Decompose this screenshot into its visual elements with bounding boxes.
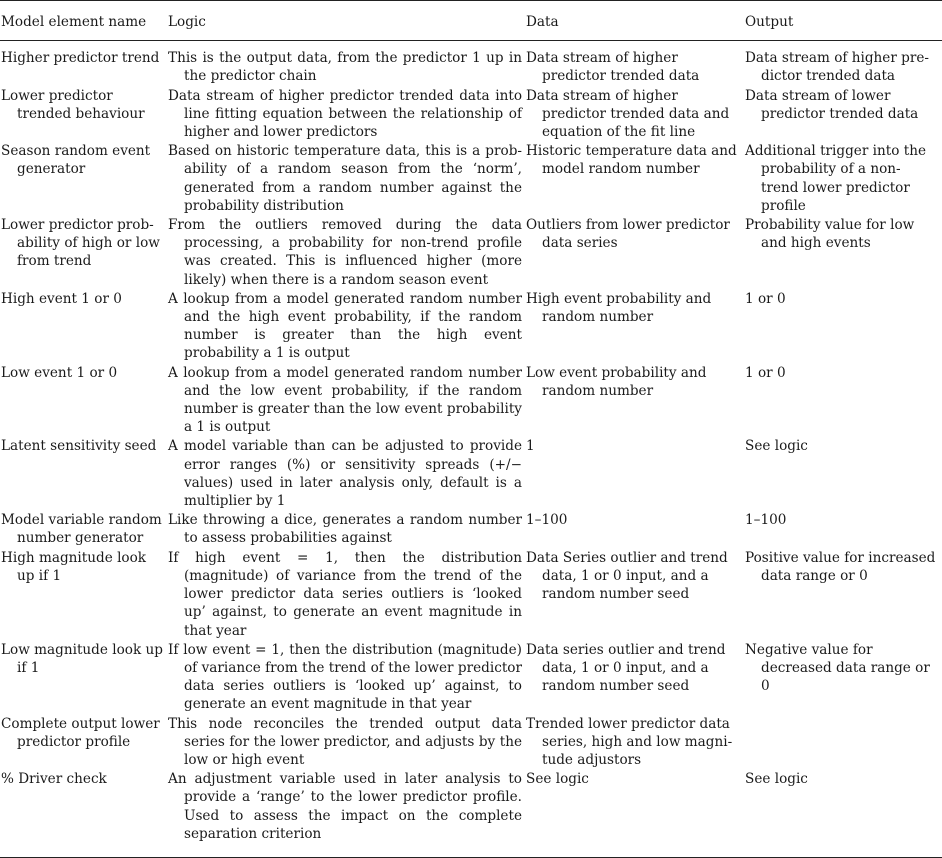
table-row [0,641,942,715]
data-cell-text: Outliers from lower predictor data series [526,217,730,252]
output-cell-text: 1–100 [745,512,787,529]
output-cell [745,641,942,715]
logic-cell-text: Like throwing a dice, generates a random number to assess probabilities against [168,512,522,547]
logic-cell [168,216,526,290]
data-cell-text: Historic temperature data and model random number [526,143,737,178]
logic-cell-text: If high event = 1, then the distribution (magnitude) of variance from the trend of the lower predictor data series outliers is ‘looked up’ against, to generate an event magnitude in that year [168,549,522,639]
model-element-name-cell-text: % Driver check [1,771,107,788]
header-data: Data [526,1,745,41]
data-cell-text: See logic [526,771,589,788]
output-cell-text: Negative value for decreased data range or 0 [745,641,930,695]
data-cell-text: Low event probability and random number [526,364,707,399]
output-cell-text: See logic [745,438,808,455]
data-cell-text: 1 [526,438,535,455]
data-cell-text: 1–100 [526,512,568,529]
logic-cell [168,770,526,857]
logic-cell-text: A lookup from a model generated random number and the high event probability, if the random number is greater than the high event probability a 1 is output [168,290,522,362]
table-row [0,142,942,216]
logic-cell [168,641,526,715]
table-row [0,770,942,857]
table-row [0,41,942,87]
output-cell [745,290,942,364]
logic-cell [168,41,526,87]
data-cell [526,549,745,641]
output-cell-text: Additional trigger into the probability of a non-trend lower predictor profile [745,143,926,214]
output-cell [745,511,942,548]
output-cell-text: Data stream of lower predictor trended data [745,87,919,122]
model-element-name-cell [0,715,168,771]
logic-cell [168,511,526,548]
data-cell [526,142,745,216]
table-row [0,216,942,290]
logic-cell-text: If low event = 1, then the distribution (magnitude) of variance from the trend of the lower predictor data series outliers is ‘looked up’ against, to generate an event magnitude in that year [168,641,522,713]
header-model-element-name: Model element name [0,1,168,41]
model-element-name-cell [0,290,168,364]
model-element-name-cell [0,437,168,511]
model-element-name-cell [0,770,168,857]
header-row [0,1,942,41]
data-cell [526,41,745,87]
model-element-name-cell [0,511,168,548]
output-cell [745,437,942,511]
data-cell-text: Data Series outlier and trend data, 1 or 0 input, and a random number seed [526,549,728,603]
model-element-name-cell-text: Higher predictor trend [1,50,160,67]
data-cell [526,216,745,290]
model-element-name-cell-text: Model variable random number generator [1,512,162,547]
table-row [0,437,942,511]
model-element-name-cell-text: High event 1 or 0 [1,290,122,307]
table-row [0,87,942,143]
data-cell [526,715,745,771]
output-cell [745,87,942,143]
logic-cell [168,549,526,641]
data-cell-text: Data stream of higher predictor trended data and equation of the fit line [526,87,730,141]
data-cell [526,641,745,715]
table-body [0,41,942,858]
output-cell [745,41,942,87]
logic-cell-text: This node reconciles the trended output data series for the lower predictor, and adjusts by the low or high event [168,715,522,768]
logic-cell-text: This is the output data, from the predictor 1 up in the predictor chain [168,50,522,85]
model-element-name-cell-text: Low magnitude look up if 1 [1,641,163,676]
logic-cell-text: Based on historic temperature data, this is a probability of a random season from the ‘norm’, generated from a random number against the probability distribution [168,143,522,214]
model-element-name-cell-text: Lower predictor probability of high or low from trend [1,217,160,270]
logic-cell-text: A lookup from a model generated random number and the low event probability, if the random number is greater than the low event probability a 1 is output [168,364,522,436]
model-element-name-cell [0,41,168,87]
logic-cell [168,715,526,771]
data-cell [526,364,745,438]
data-cell [526,770,745,857]
data-cell [526,290,745,364]
table-row [0,511,942,548]
model-element-name-cell-text: Complete output lower predictor profile [1,715,160,750]
data-cell [526,511,745,548]
logic-cell-text: A model variable than can be adjusted to provide error ranges (%) or sensitivity spreads (+/− values) used in later analysis only, default is a multiplier by 1 [168,438,522,510]
model-element-name-cell-text: Latent sensitivity seed [1,438,157,455]
logic-cell [168,437,526,511]
output-cell-text: 1 or 0 [745,290,786,307]
model-element-name-cell-text: Season random event generator [1,143,151,178]
data-cell-text: Data stream of higher predictor trended data [526,50,700,85]
model-element-name-cell [0,549,168,641]
model-element-name-cell-text: High magnitude look up if 1 [1,549,147,584]
logic-cell-text: From the outliers removed during the data processing, a probability for non-trend profile was created. This is influenced higher (more likely) when there is a random season event [168,217,522,288]
table-header [0,1,942,41]
model-element-name-cell [0,641,168,715]
model-element-name-cell-text: Lower predictor trended behaviour [1,87,145,122]
logic-cell [168,290,526,364]
logic-cell [168,364,526,438]
output-cell [745,549,942,641]
output-cell-text: Probability value for low and high events [745,217,915,252]
model-element-name-cell-text: Low event 1 or 0 [1,364,118,381]
output-cell [745,715,942,771]
data-cell [526,87,745,143]
output-cell-text: See logic [745,771,808,788]
logic-cell-text: Data stream of higher predictor trended data into line fitting equation between the relationship of higher and lower predictors [168,87,522,141]
output-cell [745,364,942,438]
output-cell [745,216,942,290]
data-cell-text: High event probability and random number [526,290,712,326]
output-cell [745,770,942,857]
model-element-name-cell [0,142,168,216]
data-cell-text: Data series outlier and trend data, 1 or 0 input, and a random number seed [526,641,726,695]
table-row [0,549,942,641]
data-cell [526,437,745,511]
logic-cell [168,142,526,216]
logic-cell [168,87,526,143]
table-row [0,364,942,438]
table-row [0,715,942,771]
header-logic: Logic [168,1,526,41]
table-row [0,290,942,364]
output-cell [745,142,942,216]
model-element-name-cell [0,364,168,438]
model-element-name-cell [0,216,168,290]
data-cell-text: Trended lower predictor data series, high and low magnitude adjustors [526,715,733,768]
model-element-name-cell [0,87,168,143]
output-cell-text: Positive value for increased data range or 0 [745,549,936,584]
output-cell-text: Data stream of higher predictor trended data [745,50,929,85]
output-cell-text: 1 or 0 [745,364,786,381]
header-output: Output [745,1,942,41]
logic-cell-text: An adjustment variable used in later analysis to provide a ‘range’ to the lower predictor profile. Used to assess the impact on the complete separation criterion [168,771,522,842]
